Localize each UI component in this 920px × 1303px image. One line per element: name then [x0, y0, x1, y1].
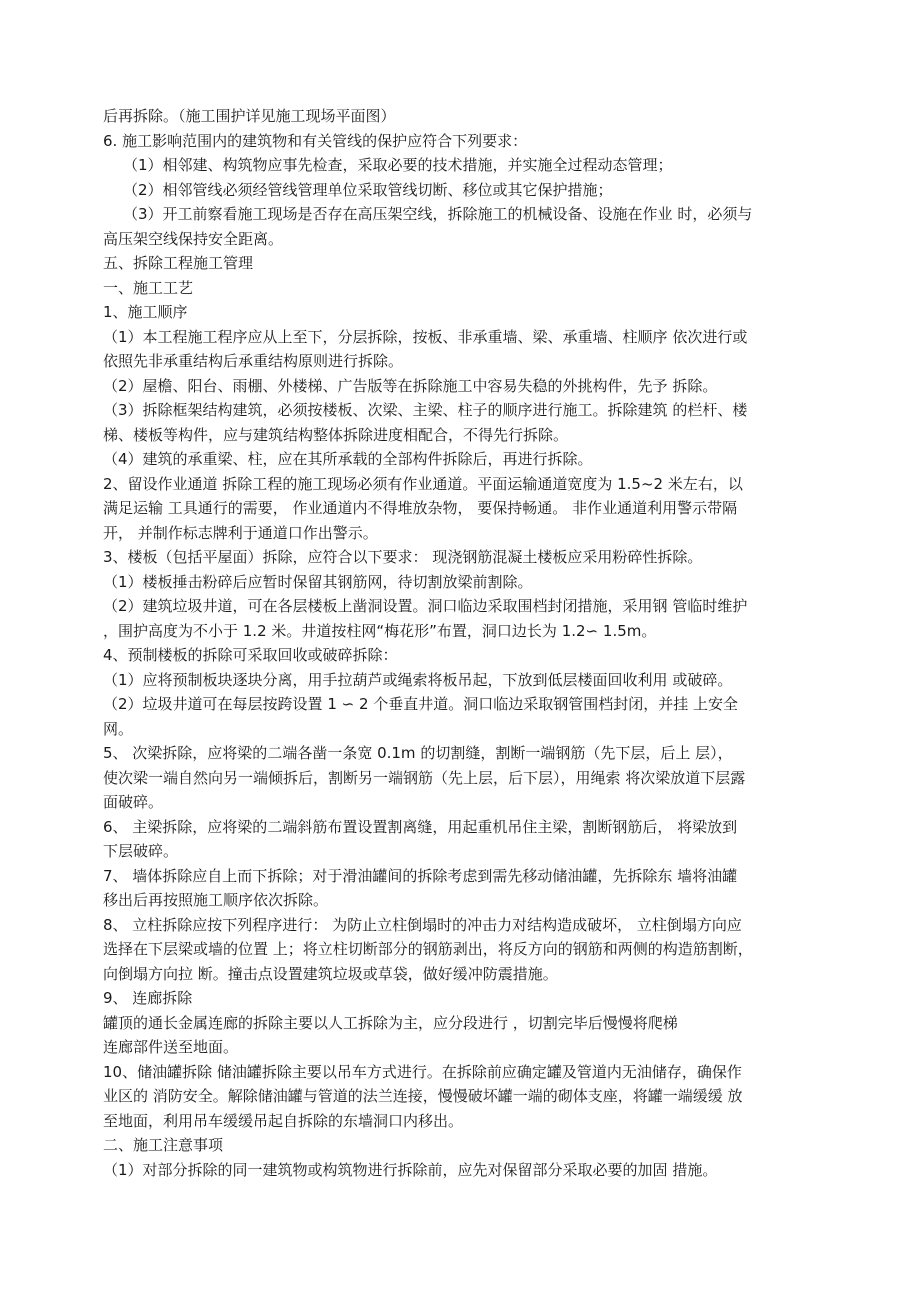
document-body [103, 104, 815, 1182]
subsection-heading: 9、 连廊拆除 [103, 989, 193, 1007]
text-line: ，围护高度为不小于 1.2 米。井道按柱网“梅花形”布置，洞口边长为 1.2∽ 1.5m。 [103, 621, 657, 640]
text-line: （1）对部分拆除的同一建筑物或构筑物进行拆除前，应先对保留部分采取必要的加固 措施。 [103, 1160, 718, 1179]
text-line: 向倒塌方向拉 断。撞击点设置建筑垃圾或草袋，做好缓冲防震措施。 [103, 964, 558, 983]
text-line: 7、 墙体拆除应自上而下拆除；对于滑油罐间的拆除考虑到需先移动储油罐，先拆除东 墙将油罐 [103, 866, 738, 885]
text-line: 依照先非承重结构后承重结构原则进行拆除。 [103, 352, 404, 370]
text-line: 梯、楼板等构件，应与建筑结构整体拆除进度相配合，不得先行拆除。 [103, 425, 569, 444]
text-line: （1）本工程施工程序应从上至下，分层拆除，按板、非承重墙、梁、承重墙、柱顺序 依次进行或 [103, 327, 748, 346]
text-line: 6. 施工影响范围内的建筑物和有关管线的保护应符合下列要求： [103, 131, 528, 150]
text-line: 开， 并制作标志牌利于通道口作出警示。 [103, 523, 378, 542]
text-line: 连廊部件送至地面。 [103, 1038, 239, 1056]
section-heading: 五、拆除工程施工管理 [103, 254, 254, 272]
text-line: 8、 立柱拆除应按下列程序进行： 为防止立柱倒塌时的冲击力对结构造成破坏， 立柱倒塌方向应 [103, 915, 742, 934]
text-line: （2）相邻管线必须经管线管理单位采取管线切断、移位或其它保护措施； [123, 180, 613, 199]
text-line: （1）相邻建、构筑物应事先检查，采取必要的技术措施，并实施全过程动态管理； [123, 156, 673, 174]
text-line: 高压架空线保持安全距离。 [103, 229, 284, 248]
section-heading: 一、施工工艺 [103, 278, 194, 297]
text-line: （4）建筑的承重梁、柱，应在其所承载的全部构件拆除后，再进行拆除。 [103, 450, 593, 468]
text-line: （1）应将预制板块逐块分离，用手拉葫芦或绳索将板吊起，下放到低层楼面回收利用 或破碎。 [103, 670, 733, 689]
text-line: （2）垃圾井道可在每层按跨设置 1 ∽ 2 个垂直井道。洞口临边采取钢管围档封闭，并挂 上安全 [103, 695, 739, 713]
text-line: 后再拆除。（施工围护详见施工现场平面图） [103, 107, 396, 125]
text-line: 至地面，利用吊车缓缓吊起自拆除的东墙洞口内移出。 [103, 1111, 464, 1130]
section-heading: 二、施工注意事项 [103, 1136, 224, 1154]
subsection-heading: 1、施工顺序 [103, 303, 188, 321]
text-line: 罐顶的通长金属连廊的拆除主要以人工拆除为主，应分段进行 ，切割完毕后慢慢将爬梯 [103, 1013, 678, 1032]
text-line: 选择在下层梁或墙的位置 上；将立柱切断部分的钢筋剥出，将反方向的钢筋和两侧的构造筋割断， [103, 940, 753, 958]
text-line: 移出后再按照施工顺序依次拆除。 [103, 891, 329, 909]
text-line: （2）屋檐、阳台、雨棚、外楼梯、广告版等在拆除施工中容易失稳的外挑构件，先予 拆除。 [103, 376, 718, 395]
text-line: 下层破碎。 [103, 842, 179, 860]
text-line: 4、预制楼板的拆除可采取回收或破碎拆除： [103, 646, 398, 664]
text-line: （3）拆除框架结构建筑，必须按楼板、次梁、主梁、柱子的顺序进行施工。拆除建筑 的栏杆、楼 [103, 401, 748, 419]
text-line: （2）建筑垃圾井道，可在各层楼板上凿洞设置。洞口临边采取围档封闭措施，采用钢 管临时维护 [103, 597, 748, 615]
text-line: 网。 [103, 719, 134, 738]
text-line: （3）开工前察看施工现场是否存在高压架空线，拆除施工的机械设备、设施在作业 时，必须与 [123, 205, 753, 223]
text-line: 6、 主梁拆除，应将梁的二端斜筋布置设置割离缝，用起重机吊住主梁，割断钢筋后， 将梁放到 [103, 817, 738, 836]
text-line: 满足运输 工具通行的需要， 作业通道内不得堆放杂物， 要保持畅通。 非作业通道利用警示带隔 [103, 499, 738, 517]
text-line: 10、储油罐拆除 储油罐拆除主要以吊车方式进行。在拆除前应确定罐及管道内无油储存，确保作 [103, 1062, 742, 1081]
text-line: 5、 次梁拆除，应将梁的二端各凿一条宽 0.1m 的切割缝，割断一端钢筋（先下层，后上 层）， [103, 744, 733, 762]
text-line: 2、留设作业通道 拆除工程的施工现场必须有作业通道。平面运输通道宽度为 1.5~2 米左右，以 [103, 474, 743, 493]
text-line: 3、楼板（包括平屋面）拆除，应符合以下要求： 现浇钢筋混凝土楼板应采用粉碎性拆除。 [103, 548, 703, 566]
text-line: 业区的 消防安全。解除储油罐与管道的法兰连接，慢慢破坏罐一端的砌体支座，将罐一端缓缓 放 [103, 1087, 743, 1105]
text-line: （1）楼板捶击粉碎后应暂时保留其钢筋网，待切割放梁前割除。 [103, 572, 533, 591]
text-line: 使次梁一端自然向另一端倾拆后，割断另一端钢筋（先上层，后下层），用绳索 将次梁放道下层露 [103, 768, 746, 787]
text-line: 面破碎。 [103, 793, 164, 811]
